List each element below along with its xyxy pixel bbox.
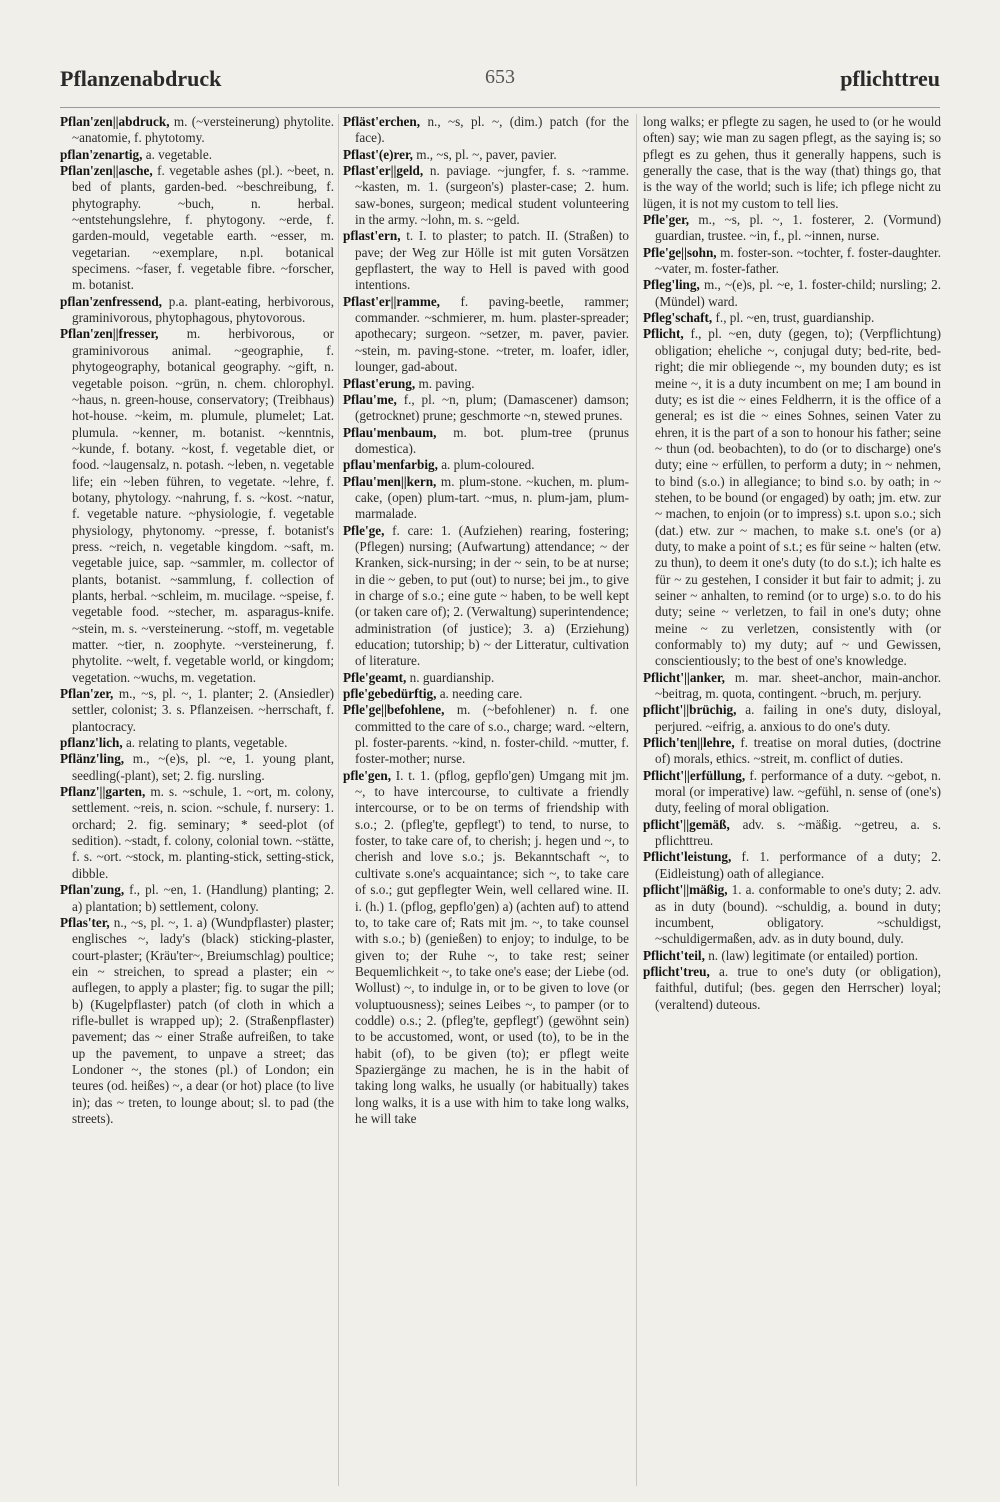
dictionary-entry <box>343 474 629 523</box>
headword: Pfläst'erchen, <box>343 114 421 129</box>
dictionary-entry <box>60 915 334 1127</box>
definition-text: a. needing care. <box>436 686 523 702</box>
right-guide-word: pflichttreu <box>840 66 940 91</box>
dictionary-entry <box>643 882 941 947</box>
definition-text: f., pl. ~en, duty (gegen, to); (Verpflichtung) obligation; eheliche ~, conjugal duty; bed-rite, bed-right; die mir obliegende ~, my bounden duty; es ist meine ~, it is a duty incumbent on me; I am bound in duty; es ist die ~ eines Feldherrn, it is the office of a general; es ist die ~ eines Sohnes, seinen Vater zu ehren, it is the part of a son to honour his father; seine ~ thun (od. beobachten), to do (or to discharge) one's duty; eine ~ erfüllen, to perform a duty; in ~ nehmen, to bind (s.o.) in allegiance; to bind s.o. by oath; in ~ stehen, to be bound (or engaged) by oath; jm. etw. zur ~ machen, to enjoin (or to impress) s.t. upon s.o.; sich (dat.) etw. zur ~ machen, to make s.t. one's (or a) duty, to make a point of s.t.; es für seine ~ halten (etw. zu thun), to deem it one's duty (to do s.t.); ich halte es für ~ zu gestehen, I consider it but fair to admit; j. zu seiner ~ anhalten, to remind (or to urge) s.o. to do his duty; seine ~ verletzen, to fail in one's duty; ohne meine ~ zu verletzen, consistently with (or conformably to) my duty; auf ~ und Gewissen, conscientiously; to the best of one's knowledge. <box>655 326 941 669</box>
headword: Pfle'ge||sohn, <box>643 244 717 260</box>
definition-text: n., ~s, pl. ~, (dim.) patch (for the face). <box>355 114 629 146</box>
headword: pfle'gebedürftig, <box>343 686 437 702</box>
column-3 <box>643 114 941 1486</box>
headword: Pflan'zen||fresser, <box>60 326 159 342</box>
page-number: 653 <box>485 66 515 88</box>
headword: Pflan'zung, <box>60 882 125 898</box>
dictionary-entry <box>343 523 629 670</box>
dictionary-entry <box>643 670 941 703</box>
dictionary-entry <box>343 392 629 425</box>
headword: Pflicht'teil, <box>643 947 705 963</box>
dictionary-entry <box>60 294 334 327</box>
headword: Pflau'me, <box>343 391 397 407</box>
headword: Pflich'ten||lehre, <box>643 735 735 751</box>
headword: Pflast'erung, <box>343 375 416 391</box>
headword: pflan'zenartig, <box>60 146 143 162</box>
definition-text: m. mar. sheet-anchor, main-anchor. ~beitrag, m. quota, contingent. ~bruch, m. perjury. <box>655 669 941 702</box>
definition-text: m. plum-stone. ~kuchen, m. plum-cake, (open) plum-tart. ~mus, n. plum-jam, plum-marmalade. <box>355 473 629 522</box>
headword: Pfle'ge||befohlene, <box>343 702 445 718</box>
definition-text: f., pl. ~en, 1. (Handlung) planting; 2. a) plantation; b) settlement, colony. <box>72 882 334 914</box>
definition-text: f. treatise on moral duties, (doctrine of) morals, ethics. ~streit, m. conflict of duties. <box>655 735 941 767</box>
definition-text: a. failing in one's duty, disloyal, perjured. ~eifrig, a. anxious to do one's duty. <box>655 702 941 734</box>
column-divider <box>338 114 339 1486</box>
headword: Pflau'men||kern, <box>343 473 437 489</box>
dictionary-entry <box>643 245 941 278</box>
dictionary-entry <box>643 114 941 212</box>
dictionary-entry <box>643 849 941 882</box>
definition-text: n. guardianship. <box>406 669 495 685</box>
headword: Pflas'ter, <box>60 914 110 930</box>
definition-text: a. plum-coloured. <box>437 457 535 473</box>
definition-text: m. herbivorous, or graminivorous animal. ~geographie, f. phytogeography, botanical geography. ~gift, n. vegetable poison. ~grün, n. chem. chlorophyl. ~haus, n. green-house, conservatory; (Treibhaus) hot-house. ~keim, m. plumule, plumelet; Lat. plumula. ~kenner, m. botanist. ~kenntnis, ~kunde, f. botany. ~kost, f. vegetable diet, or food. ~laugensalz, n. potash. ~leben, n. vegetable life; ein ~leben führen, to vegetate. ~lehre, f. botany, phytology. ~nahrung, f. s. ~kost. ~natur, f. vegetable nature. ~physiologie, f. vegetable physiology, phytonomy. ~presse, f. botanist's press. ~reich, n. vegetable kingdom. ~saft, m. vegetable juice, sap. ~sammler, m. collector of plants, botanist. ~sammlung, f. collection of plants, herbal. ~schleim, m. mucilage. ~speise, f. vegetable food. ~stecher, m. asparagus-knife. ~stein, m. s. ~versteinerung. ~stoff, m. vegetable matter. ~tier, n. zoophyte. ~versteinerung, f. phytolite. ~welt, f. vegetable world, or kingdom; vegetation. ~wuchs, m. vegetation. <box>72 326 334 685</box>
headword: pflicht'||gemäß, <box>643 816 730 832</box>
headword: Pflicht, <box>643 326 684 342</box>
dictionary-entry <box>343 457 629 473</box>
dictionary-entry <box>643 817 941 850</box>
running-head <box>60 66 940 96</box>
headword: pflicht'treu, <box>643 963 710 979</box>
dictionary-entry <box>60 735 334 751</box>
dictionary-entry <box>60 147 334 163</box>
headword: pflicht'||brüchig, <box>643 702 737 718</box>
dictionary-entry <box>643 964 941 1013</box>
definition-text: f. vegetable ashes (pl.). ~beet, n. bed of plants, garden-bed. ~beschreibung, f. phytography. ~buch, n. herbal. ~entstehungslehre, f. phytogony. ~erde, f. garden-mould, vegetable earth. ~esser, m. vegetarian. ~exemplare, n.pl. botanical specimens. ~faser, f. vegetable fibre. ~forscher, m. botanist. <box>72 163 334 293</box>
definition-text: 1. a. conformable to one's duty; 2. adv. as in duty (bound). ~schuldig, a. bound in duty; incumbent, obligatory. ~schuldigst, ~schuldigermaßen, adv. as in duty bound, duly. <box>655 882 941 947</box>
definition-text: n. (law) legitimate (or entailed) portion. <box>704 947 919 963</box>
headword: pflast'ern, <box>343 228 401 244</box>
dictionary-entry <box>343 376 629 392</box>
column-divider <box>636 114 637 1486</box>
dictionary-entry <box>343 425 629 458</box>
headword: pflicht'||mäßig, <box>643 882 728 898</box>
definition-text: m. paving. <box>415 375 475 391</box>
headword: Pflicht'||erfüllung, <box>643 767 746 783</box>
dictionary-entry <box>343 294 629 376</box>
headword: Pflast'(e)rer, <box>343 146 413 162</box>
dictionary-entry <box>643 768 941 817</box>
dictionary-entry <box>643 735 941 768</box>
headword: Pfle'geamt, <box>343 669 407 685</box>
dictionary-entry <box>343 686 629 702</box>
definition-text: m. bot. plum-tree (prunus domestica). <box>355 424 629 456</box>
headword: Pflan'zer, <box>60 686 114 702</box>
headword: Pflicht'||anker, <box>643 669 725 685</box>
definition-text: m. foster-son. ~tochter, f. foster-daughter. ~vater, m. foster-father. <box>655 244 941 277</box>
dictionary-entry <box>643 702 941 735</box>
dictionary-entry <box>643 310 941 326</box>
definition-text: m. s. ~schule, 1. ~ort, m. colony, settlement. ~reis, n. scion. ~schule, f. nursery: 1. orchard; 2. fig. seminary; * seed-plot (of sedition). ~stadt, f. colony, colonial town. ~stätte, f. s. ~ort. ~stock, m. planting-stick, setting-stick, dibble. <box>72 784 334 881</box>
dictionary-entry <box>343 768 629 1128</box>
definition-text: f. 1. performance of a duty; 2. (Eidleistung) oath of allegiance. <box>655 849 941 881</box>
definition-text: n., ~s, pl. ~, 1. a) (Wundpflaster) plaster; englisches ~, lady's (black) sticking-plaster, court-plaster; (Kräu'ter~, Breiumschlag) poultice; ein ~ streichen, to spread a plaster; ein ~ auflegen, to apply a plaster; fig. to sugar the pill; b) (Kugelpflaster) patch (of cloth in which a rifle-bullet is wrapped up); 2. (Straßenpflaster) pavement; das ~ einer Straße aufreißen, to take up the pavement, to unpave a street; das Londoner ~, the stones (pl.) of London; ein teures (od. heißes) ~, a dear (or hot) place (to live in); das ~ treten, to lounge about; sl. to pad (the streets). <box>72 914 334 1126</box>
definition-text: a. true to one's duty (or obligation), faithful, dutiful; (bes. gegen den Herrscher) loyal; (veraltend) duteous. <box>655 963 941 1012</box>
dictionary-entry <box>343 147 629 163</box>
definition-text: long walks; er pflegte zu sagen, he used to (or he would often) say; wie man zu sagen pflegt, as the saying is; so pflegt es zu gehen, thus it generally happens, such is generally the case, that is the way (that) things go, that is the way of the world; such is life; ich pflege nicht zu lügen, it is not my custom to tell lies. <box>643 114 941 211</box>
dictionary-entry <box>60 686 334 735</box>
column-1 <box>60 114 334 1486</box>
dictionary-entry <box>643 326 941 669</box>
headword: Pflan'zen||asche, <box>60 163 153 179</box>
headword: Pflänz'ling, <box>60 751 125 767</box>
dictionary-entry <box>60 882 334 915</box>
headword: Pflau'menbaum, <box>343 424 437 440</box>
headword: pflau'menfarbig, <box>343 457 438 473</box>
definition-text: m. (~befohlener) n. f. one committed to the care of s.o., charge; ward. ~eltern, pl. foster-parents. ~kind, n. foster-child. ~mutter, f. foster-mother; nurse. <box>355 702 629 767</box>
definition-text: f., pl. ~en, trust, guardianship. <box>712 310 875 326</box>
dictionary-entry <box>343 702 629 767</box>
definition-text: m., ~(e)s, pl. ~e, 1. young plant, seedling(-plant), set; 2. fig. nursling. <box>72 751 334 783</box>
definition-text: f., pl. ~n, plum; (Damascener) damson; (getrocknet) prune; geschmorte ~n, stewed prunes. <box>355 391 629 424</box>
dictionary-entry <box>60 751 334 784</box>
definition-text: a. relating to plants, vegetable. <box>122 735 288 751</box>
headword: Pfleg'ling, <box>643 277 700 293</box>
dictionary-entry <box>643 948 941 964</box>
dictionary-entry <box>343 228 629 293</box>
headword: Pflast'er||ramme, <box>343 293 440 309</box>
headword: Pflicht'leistung, <box>643 849 732 865</box>
headword: Pfle'ge, <box>343 522 385 538</box>
dictionary-entry <box>60 326 334 686</box>
definition-text: m., ~s, pl. ~, 1. planter; 2. (Ansiedler) settler, colonist; 3. s. Pflanzeisen. ~herrschaft, f. plantocracy. <box>72 686 334 734</box>
definition-text: a. vegetable. <box>142 146 212 162</box>
dictionary-entry <box>60 163 334 294</box>
definition-text: f. care: 1. (Aufziehen) rearing, fostering; (Pflegen) nursing; (Aufwartung) attendance; ~ der Kranken, sick-nursing; in der ~ sein, to be at nurse; in die ~ geben, to put (out) to nurse; bei jm., to give in charge of s.o.; eine gute ~ haben, to be well kept (or taken care of); 2. (Verwaltung) superintendence; administration (of justice); 3. a) (Erziehung) education; tutorship; b) ~ der Litteratur, cultivation of literature. <box>355 522 629 669</box>
headword: Pflanz'||garten, <box>60 784 146 800</box>
dictionary-entry <box>60 784 334 882</box>
dictionary-entry <box>343 670 629 686</box>
headword: pflanz'lich, <box>60 735 123 751</box>
headword: Pflan'zen||abdruck, <box>60 114 170 129</box>
headword: pflan'zenfressend, <box>60 293 162 309</box>
definition-text: I. t. 1. (pflog, gepflo'gen) Umgang mit jm. ~, to have intercourse, to cultivate a friendly intercourse, or to be on terms of friendship with s.o.; 2. (pfleg'te, gepflegt') to tend, to nurse, to foster, to take care of, to cherish; j. hegen und ~, to cherish and love s.o.; js. Bekanntschaft ~, to cultivate s.one's acquaintance; sich ~, to take care of s.o.; gut gepflegter Wein, well cellared wine. II. i. (h.) 1. (pflog, gepflo'gen) a) (achten auf) to attend to, to take care of; Rats mit jm. ~, to take counsel with s.o.; b) (genießen) to enjoy; to indulge, to be given to; der Ruhe ~, to take rest; seiner Bequemlichkeit ~, to take one's ease; der Liebe (od. Wollust) ~, to indulge in, or to be given to love (or voluptuousness); seines Leibes ~, to pamper (or to coddle) o.s.; 2. (pfleg'te, gepflegt') (gewöhnt sein) to be accustomed, wont, or used (to), to be in the habit (of), to be given (to); er pflegt weite Spaziergänge zu machen, he is in the habit of taking long walks, he usually (or habitually) takes long walks, it is a use with him to take long walks, he will take <box>355 767 629 1126</box>
headword: pfle'gen, <box>343 767 391 783</box>
definition-text: m., ~(e)s, pl. ~e, 1. foster-child; nursling; 2. (Mündel) ward. <box>655 277 941 309</box>
header-rule <box>60 107 940 108</box>
definition-text: f. performance of a duty. ~gebot, n. moral (or imperative) law. ~gefühl, n. sense of (one's) duty, feeling of moral obligation. <box>655 767 941 816</box>
definition-text: m. (~versteinerung) phytolite. ~anatomie, f. phytotomy. <box>72 114 334 146</box>
definition-text: p.a. plant-eating, herbivorous, graminivorous, phytophagous, phytovorous. <box>72 293 334 326</box>
definition-text: adv. s. ~mäßig. ~getreu, a. s. pflichttreu. <box>655 816 941 849</box>
left-guide-word: Pflanzenabdruck <box>60 66 222 91</box>
headword: Pfle'ger, <box>643 212 690 228</box>
dictionary-entry <box>643 277 941 310</box>
definition-text: m., ~s, pl. ~, 1. fosterer, 2. (Vormund) guardian, trustee. ~in, f., pl. ~innen, nurse. <box>655 212 941 244</box>
headword: Pfleg'schaft, <box>643 310 713 326</box>
dictionary-entry <box>343 114 629 147</box>
definition-text: n. paviage. ~jungfer, f. s. ~ramme. ~kasten, m. 1. (surgeon's) plaster-case; 2. hum. saw-bones, surgeon; medical student volunteering in the army. ~lohn, m. s. ~geld. <box>355 163 629 228</box>
headword: Pflast'er||geld, <box>343 163 424 179</box>
dictionary-entry <box>643 212 941 245</box>
dictionary-entry <box>60 114 334 147</box>
definition-text: f. paving-beetle, rammer; commander. ~schmierer, m. hum. plaster-spreader; apothecary; surgeon. ~setzer, m. paver, pavier. ~stein, m. paving-stone. ~treter, m. loafer, idler, lounger, gad-about. <box>355 293 629 375</box>
definition-text: t. I. to plaster; to patch. II. (Straßen) to pave; der Weg zur Hölle ist mit guten Vorsätzen gepflastert, the way to Hell is paved with good intentions. <box>355 228 629 293</box>
dictionary-entry <box>343 163 629 228</box>
definition-text: m., ~s, pl. ~, paver, pavier. <box>412 146 557 162</box>
column-2 <box>343 114 629 1486</box>
